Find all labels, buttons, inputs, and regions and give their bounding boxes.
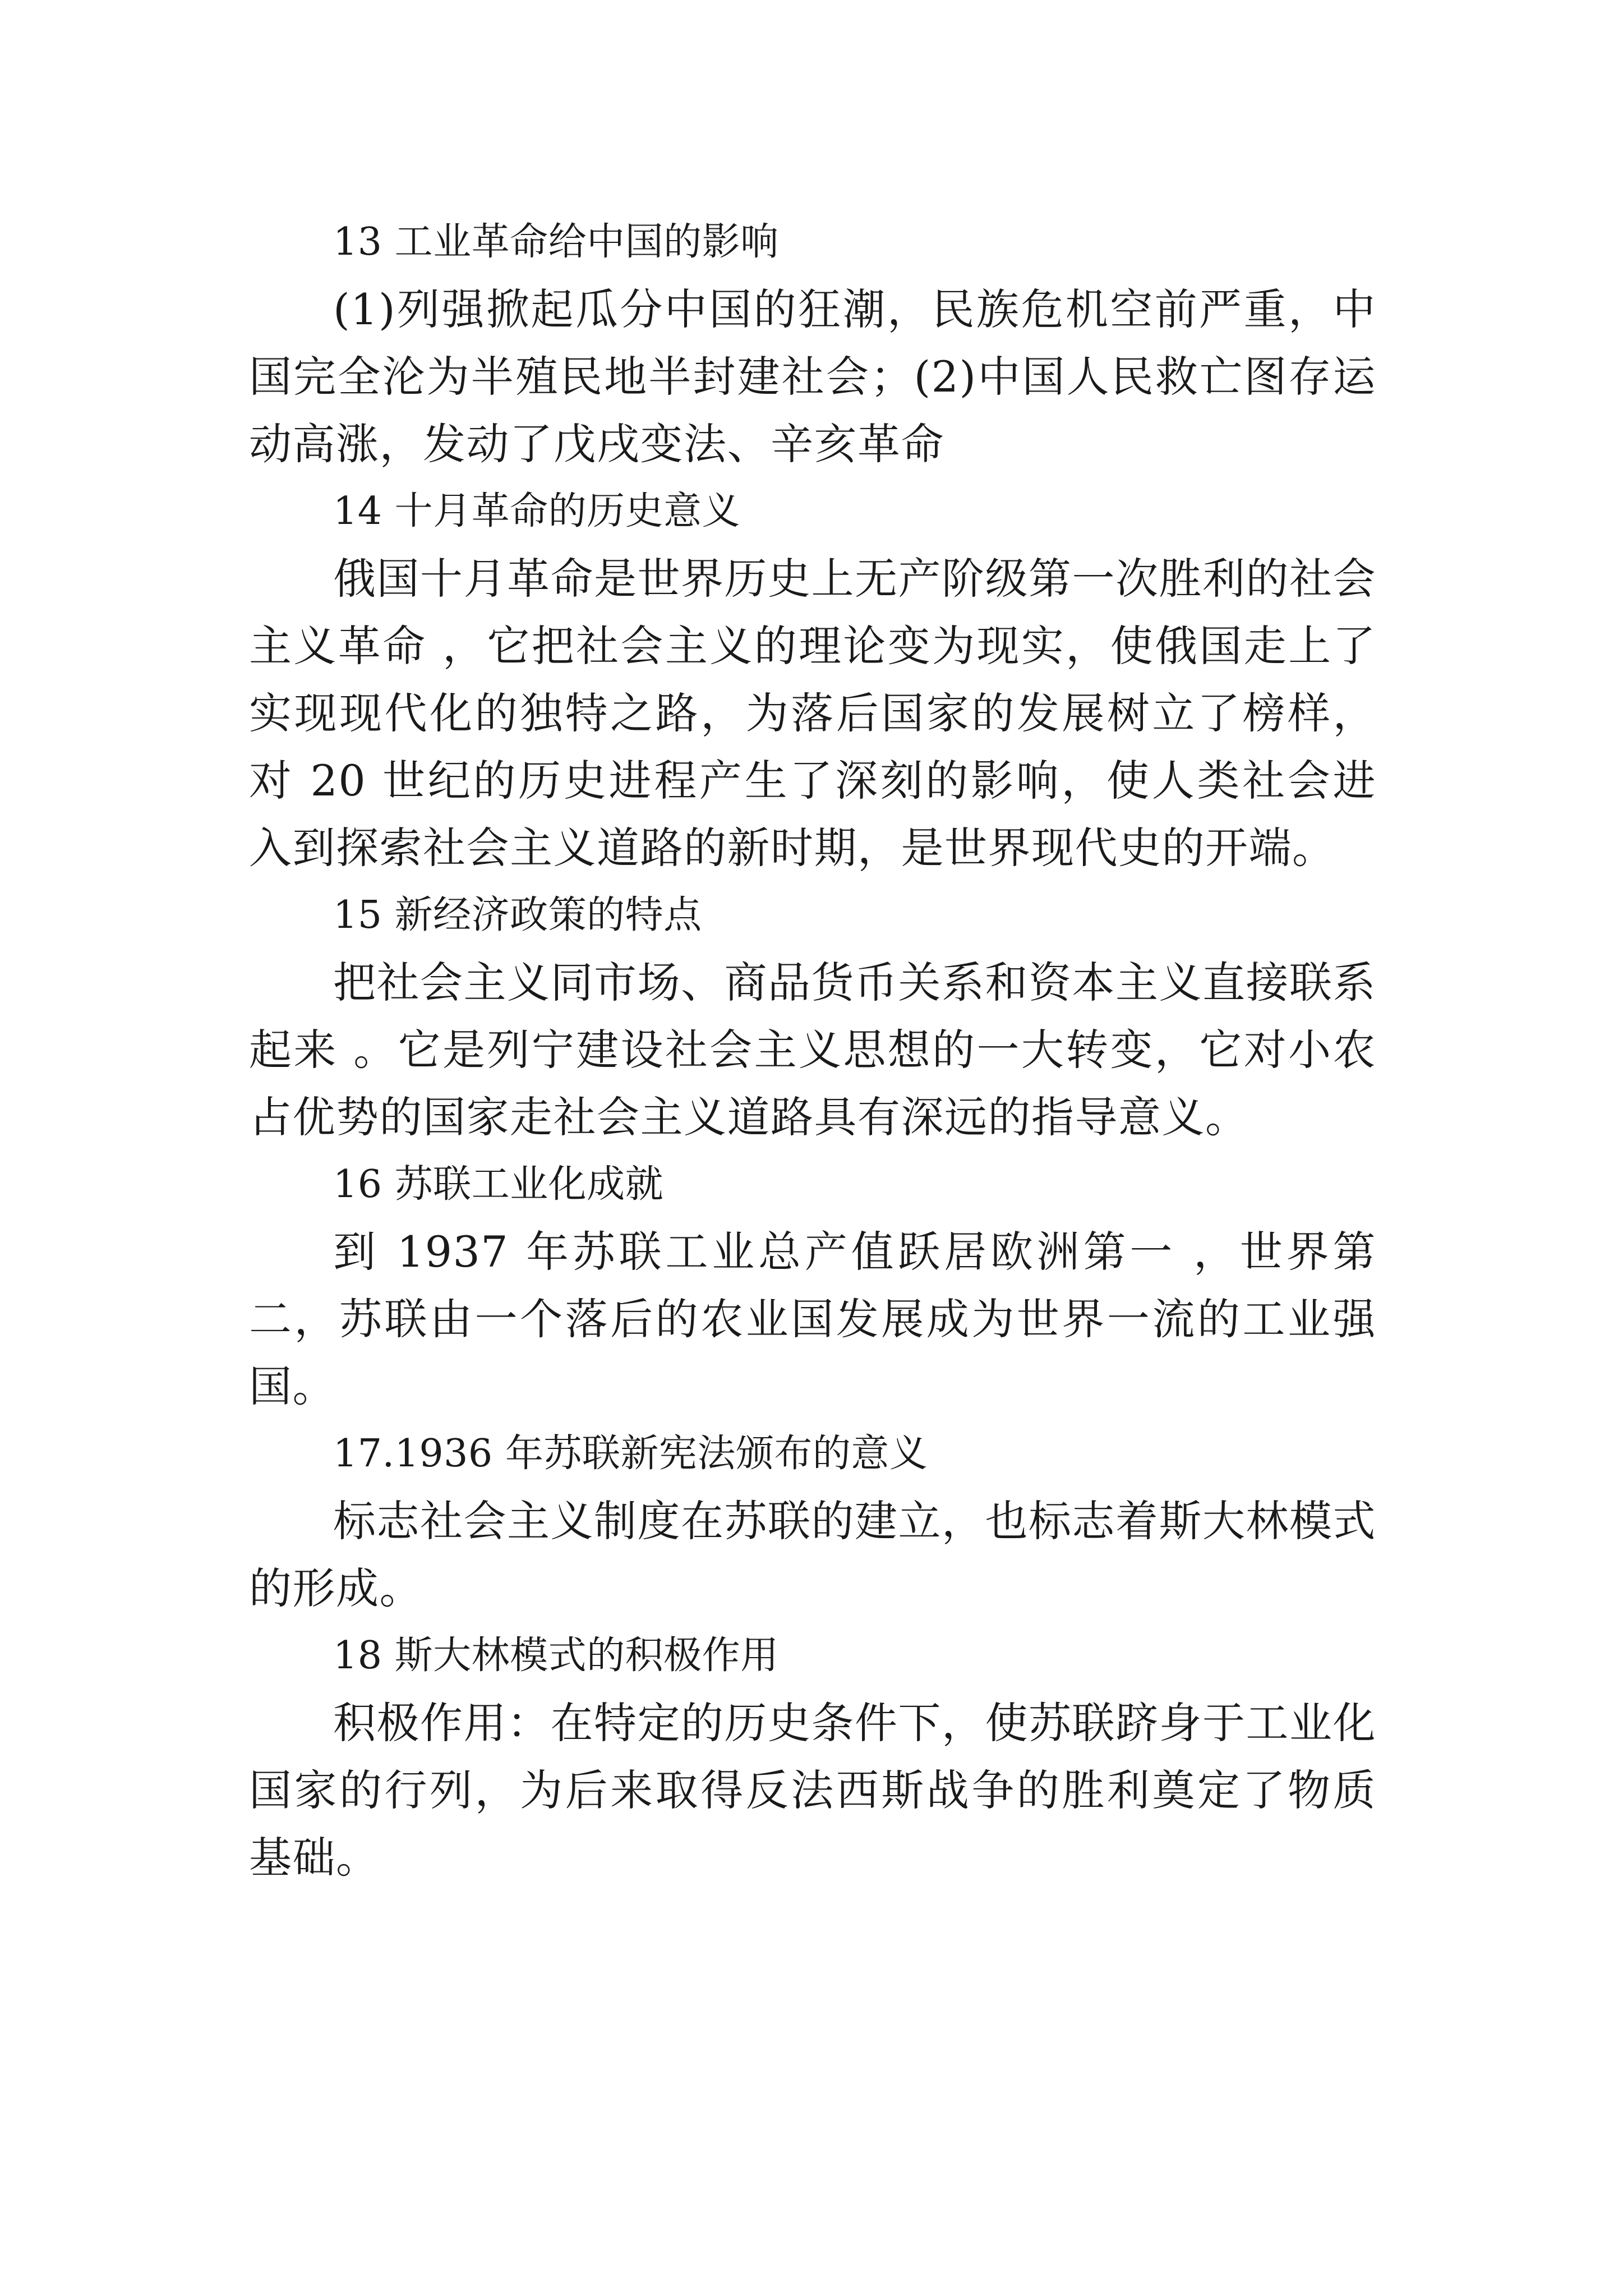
section-heading: 15 新经济政策的特点 <box>333 893 702 937</box>
section-paragraph: 到 1937 年苏联工业总产值跃居欧洲第一 ，世界第二，苏联由一个落后的农业国发展成为世界一流的工业强国。 <box>249 1227 1376 1411</box>
section-heading: 14 十月革命的历史意义 <box>333 489 741 533</box>
section-paragraph: 积极作用：在特定的历史条件下，使苏联跻身于工业化国家的行列，为后来取得反法西斯战争的胜利奠定了物质基础。 <box>249 1698 1376 1883</box>
section-paragraph: 标志社会主义制度在苏联的建立，也标志着斯大林模式的形成。 <box>249 1496 1376 1613</box>
document-body <box>249 209 1376 1892</box>
section-paragraph: 把社会主义同市场、商品货币关系和资本主义直接联系起来 。它是列宁建设社会主义思想的一大转变，它对小农占优势的国家走社会主义道路具有深远的指导意义。 <box>249 958 1376 1142</box>
section-heading: 17.1936 年苏联新宪法颁布的意义 <box>333 1432 928 1476</box>
section-paragraph: 俄国十月革命是世界历史上无产阶级第一次胜利的社会主义革命 ，它把社会主义的理论变为现实，使俄国走上了实现现代化的独特之路，为落后国家的发展树立了榜样，对 20 世纪的历史进程产生了深刻的影响，使人类社会进入到探索社会主义道路的新时期，是世界现代史的开端。 <box>249 554 1376 873</box>
section-heading: 18 斯大林模式的积极作用 <box>333 1634 779 1678</box>
section-heading: 16 苏联工业化成就 <box>333 1162 664 1207</box>
section-paragraph: (1)列强掀起瓜分中国的狂潮，民族危机空前严重，中国完全沦为半殖民地半封建社会；(2)中国人民救亡图存运动高涨，发动了戊戌变法、辛亥革命 <box>249 284 1376 469</box>
section-heading: 13 工业革命给中国的影响 <box>333 220 779 264</box>
